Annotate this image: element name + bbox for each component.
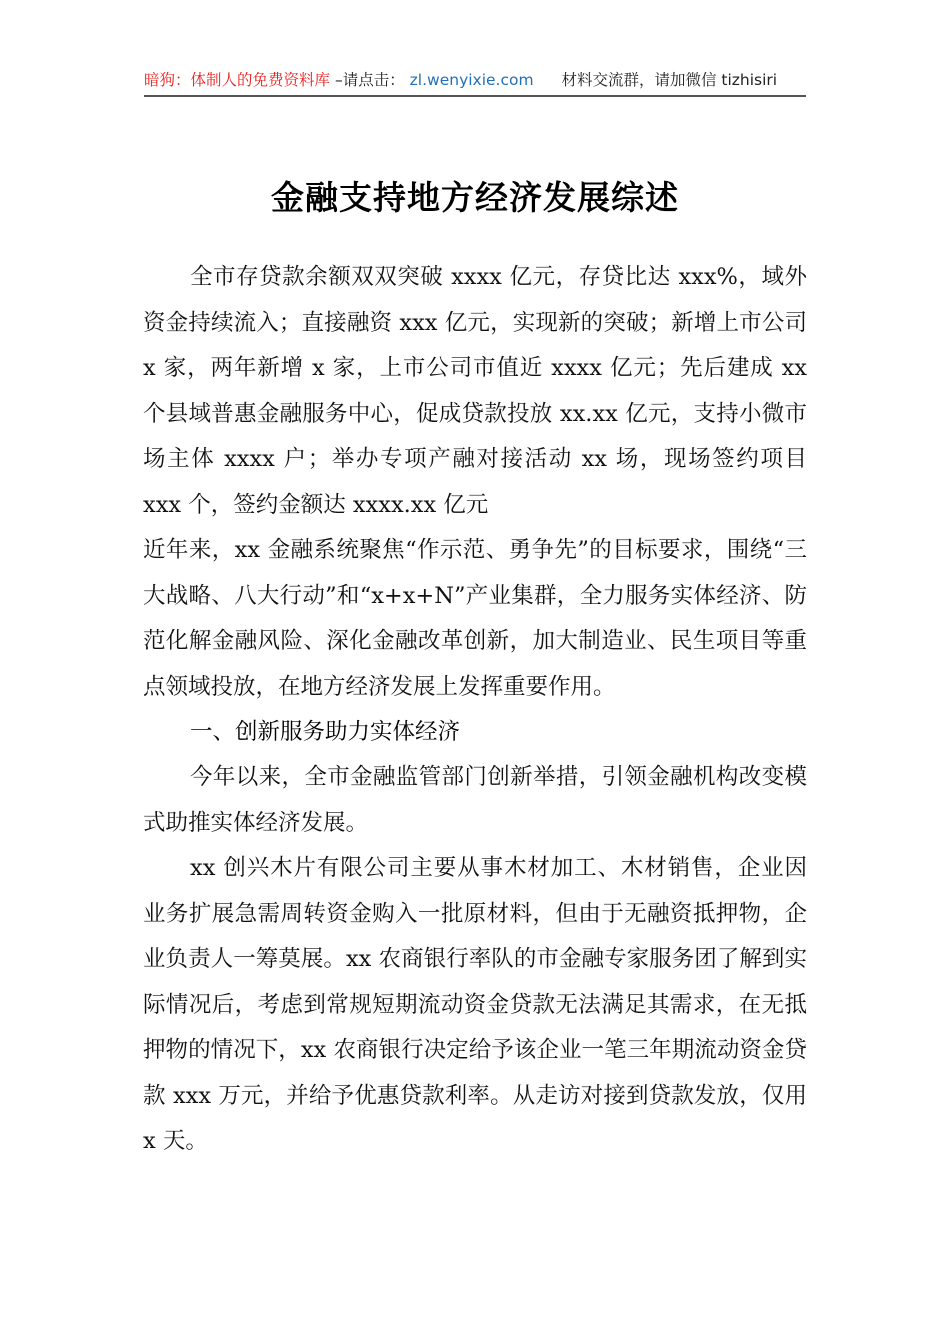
- paragraph: 今年以来，全市金融监管部门创新举措，引领金融机构改变模式助推实体经济发展。: [143, 764, 807, 836]
- promo-link[interactable]: zl.wenyixie.com: [409, 71, 534, 89]
- promo-header: [144, 68, 806, 97]
- paragraph: xx 创兴木片有限公司主要从事木材加工、木材销售，企业因业务扩展急需周转资金购入一批原材料，但由于无融资抵押物，企业负责人一筹莫展。xx 农商银行率队的市金融专家服务团了解到实际情况后，考虑到常规短期流动资金贷款无法满足其需求，在无抵押物的情况下，xx 农商银行决定给予该企业一笔三年期流动资金贷款 xxx 万元，并给予优惠贷款利率。从走访对接到贷款发放，仅用 x 天。: [143, 855, 807, 1154]
- promo-click-hint: –请点击：: [334, 71, 405, 89]
- promo-wechat: 材料交流群，请加微信 tizhisiri: [561, 71, 778, 89]
- document-title: 金融支持地方经济发展综述: [271, 178, 679, 217]
- paragraph: 全市存贷款余额双双突破 xxxx 亿元，存贷比达 xxx%，域外资金持续流入；直接融资 xxx 亿元，实现新的突破；新增上市公司 x 家，两年新增 x 家，上市公司市值近 xxxx 亿元；先后建成 xx 个县域普惠金融服务中心，促成贷款投放 xx.xx 亿元，支持小微市场主体 xxxx 户；举办专项产融对接活动 xx 场，现场签约项目 xxx 个，签约金额达 xxxx.xx 亿元: [143, 264, 807, 518]
- section-heading: 一、创新服务助力实体经济: [190, 719, 461, 745]
- promo-site-name: 暗狗：体制人的免费资料库: [144, 71, 331, 89]
- document-body: [143, 255, 807, 1165]
- paragraph: 近年来，xx 金融系统聚焦“作示范、勇争先”的目标要求，围绕“三大战略、八大行动”和“x+x+N”产业集群，全力服务实体经济、防范化解金融风险、深化金融改革创新，加大制造业、民生项目等重点领域投放，在地方经济发展上发挥重要作用。: [143, 537, 807, 700]
